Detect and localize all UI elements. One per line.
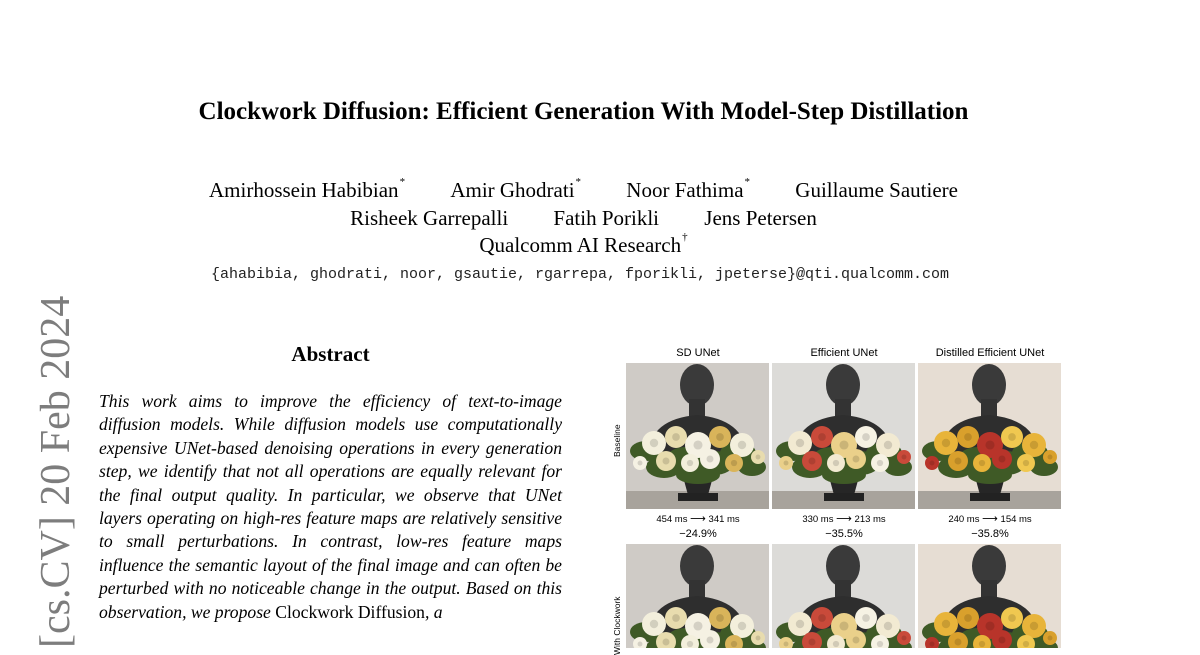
- image-sd-unet-baseline: [626, 363, 769, 509]
- timing-sd-unet: 454 ms ⟶ 341 ms: [656, 513, 740, 525]
- image-distilled-unet-baseline: [918, 363, 1061, 509]
- row-label-clockwork: With Clockwork: [612, 596, 622, 655]
- author-emails: {ahabibia, ghodrati, noor, gsautie, rgarrepa, fporikli, jpeterse}@qti.qualcomm.com: [210, 266, 950, 283]
- image-sd-unet-clockwork: [626, 544, 769, 648]
- speedup-distilled-unet: −35.8%: [971, 528, 1009, 540]
- image-distilled-unet-clockwork: [918, 544, 1061, 648]
- author-line-1: [0, 178, 1167, 203]
- timing-efficient-unet: 330 ms ⟶ 213 ms: [802, 513, 886, 525]
- author-name: Noor Fathima*: [626, 176, 751, 202]
- speedup-efficient-unet: −35.5%: [825, 528, 863, 540]
- row-label-baseline: Baseline: [612, 424, 622, 457]
- author-name: Guillaume Sautiere: [795, 178, 958, 202]
- image-efficient-unet-baseline: [772, 363, 915, 509]
- column-label-sd-unet: SD UNet: [676, 347, 720, 359]
- arxiv-stamp: [cs.CV] 20 Feb 2024: [33, 295, 79, 648]
- image-efficient-unet-clockwork: [772, 544, 915, 648]
- author-name: Risheek Garrepalli: [350, 206, 509, 230]
- author-name: Amir Ghodrati*: [450, 176, 582, 202]
- affiliation: Qualcomm AI Research†: [479, 231, 688, 257]
- author-name: Fatih Porikli: [553, 206, 660, 230]
- author-name: Amirhossein Habibian*: [209, 176, 406, 202]
- timing-distilled-unet: 240 ms ⟶ 154 ms: [948, 513, 1032, 525]
- abstract-heading: Abstract: [291, 342, 370, 366]
- column-label-distilled-unet: Distilled Efficient UNet: [935, 347, 1045, 359]
- abstract-body: This work aims to improve the efficiency of text-to-image diffusion models. While diffusion models use computationally expensive UNet-based denoising operations in every generation step, we identify that not all operations are equally relevant for the final output quality. In particular, we observe that UNet layers operating on high-res feature maps are relatively sensitive to small perturbations. In contrast, low-res feature maps influence the semantic layout of the final image and can often be perturbed with no noticeable change in the output. Based on this observation, we propose Clockwork Diffusion, a: [99, 391, 562, 622]
- author-name: Jens Petersen: [704, 206, 817, 230]
- author-line-2: [0, 206, 1167, 231]
- speedup-sd-unet: −24.9%: [679, 528, 717, 540]
- method-name: Clockwork Diffusion: [275, 601, 425, 622]
- paper-title: Clockwork Diffusion: Efficient Generation With Model-Step Distillation: [198, 98, 969, 125]
- column-label-efficient-unet: Efficient UNet: [810, 347, 878, 359]
